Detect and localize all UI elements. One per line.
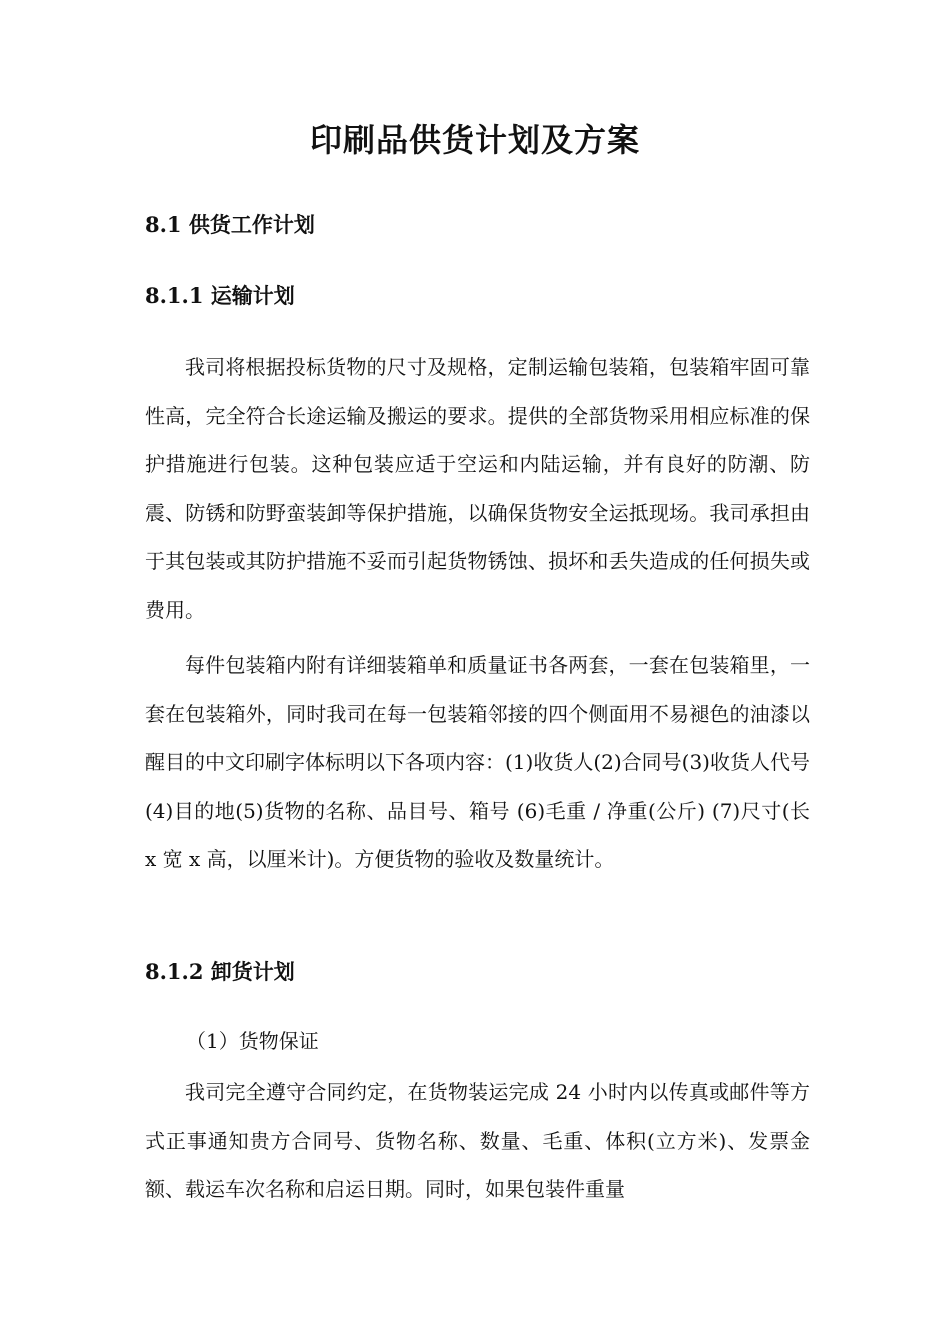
transport-plan-paragraph-1: 我司将根据投标货物的尺寸及规格，定制运输包装箱，包装箱牢固可靠性高，完全符合长途运输及搬运的要求。提供的全部货物采用相应标准的保护措施进行包装。这种包装应适于空运和内陆运输，并有良好的防潮、防震、防锈和防野蛮装卸等保护措施，以确保货物安全运抵现场。我司承担由于其包装或其防护措施不妥而引起货物锈蚀、损坏和丢失造成的任何损失或费用。 bbox=[145, 355, 810, 622]
section-heading-8-1: 8.1 供货工作计划 bbox=[145, 212, 315, 237]
section-heading-8-1-2: 8.1.2 卸货计划 bbox=[145, 959, 295, 984]
transport-plan-paragraph-2: 每件包装箱内附有详细装箱单和质量证书各两套，一套在包装箱里，一套在包装箱外，同时我司在每一包装箱邻接的四个侧面用不易褪色的油漆以醒目的中文印刷字体标明以下各项内容：(1)收货人(2)合同号(3)收货人代号(4)目的地(5)货物的名称、品目号、箱号 (6)毛重 / 净重(公斤) (7)尺寸(长 x 宽 x 高，以厘米计)。方便货物的验收及数量统计。 bbox=[145, 653, 810, 872]
document-title: 印刷品供货计划及方案 bbox=[309, 121, 640, 159]
goods-guarantee-subheading: （1）货物保证 bbox=[186, 1029, 319, 1053]
section-heading-8-1-1: 8.1.1 运输计划 bbox=[145, 283, 295, 308]
unloading-plan-paragraph-1: 我司完全遵守合同约定，在货物装运完成 24 小时内以传真或邮件等方式正事通知贵方合同号、货物名称、数量、毛重、体积(立方米)、发票金额、载运车次名称和启运日期。同时，如果包装件重量 bbox=[145, 1080, 810, 1202]
